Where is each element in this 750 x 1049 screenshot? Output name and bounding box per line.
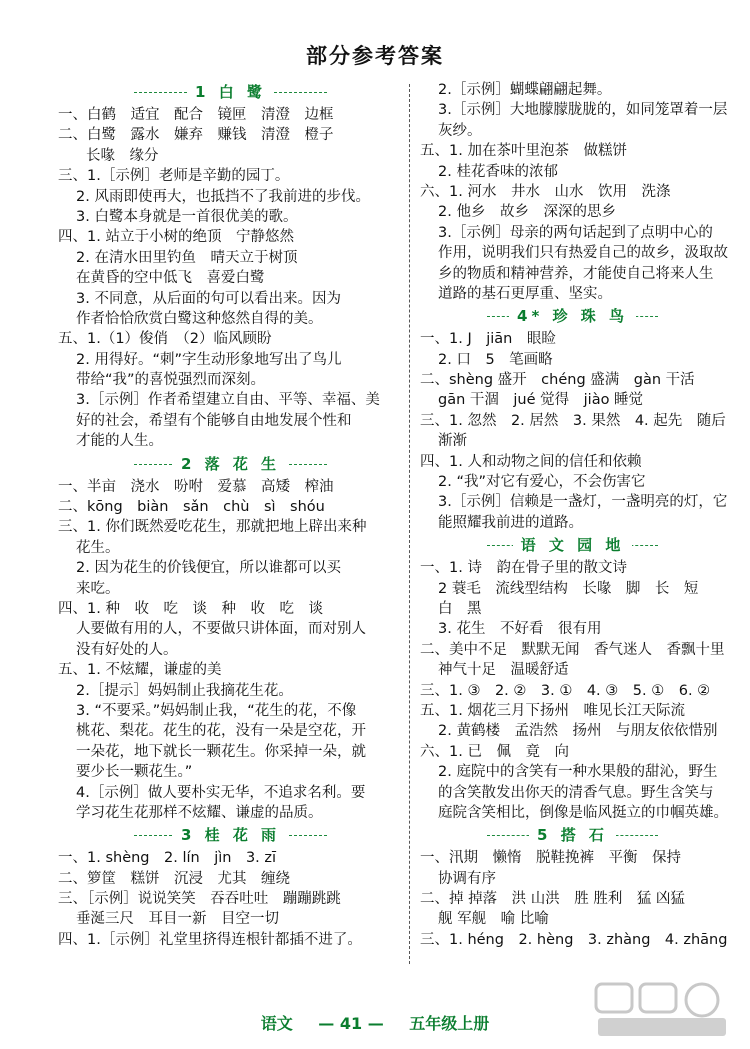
footer-page-number: — 41 — bbox=[318, 1014, 384, 1033]
answer-line: 二、箩筐 糕饼 沉浸 尤其 缠绕 bbox=[58, 870, 290, 887]
answer-line: 2. 桂花香味的浓郁 bbox=[438, 163, 558, 180]
footer-subject: 语文 bbox=[260, 1014, 293, 1033]
answer-line: 五、1. 烟花三月下扬州 唯见长江天际流 bbox=[420, 702, 685, 719]
right-column bbox=[420, 80, 728, 950]
answer-line: 三、1. 忽然 2. 居然 3. 果然 4. 起先 随后 bbox=[420, 412, 726, 429]
answer-line: 好的社会，希望有个能够自由地发展个性和 bbox=[76, 412, 352, 429]
answer-line: 垂涎三尺 耳目一新 目空一切 bbox=[76, 911, 279, 928]
answer-line: 没有好处的人。 bbox=[76, 641, 178, 658]
answer-line: 三、1. ③ 2. ② 3. ① 4. ③ 5. ① 6. ② bbox=[420, 682, 711, 699]
answer-line: 来吃。 bbox=[76, 580, 120, 597]
answer-line: 二、shèng 盛开 chéng 盛满 gàn 干活 bbox=[420, 372, 695, 389]
answer-line: 四、1. 人和动物之间的信任和依赖 bbox=[420, 453, 642, 470]
page-title: 部分参考答案 bbox=[306, 44, 444, 68]
answer-line: 五、1.（1）俊俏 （2）临风顾盼 bbox=[58, 331, 272, 348]
answer-line: 2.［提示］妈妈制止我摘花生花。 bbox=[76, 682, 293, 699]
answer-line: 桃花、梨花。花生的花，没有一朵是空花，开 bbox=[76, 723, 366, 740]
answer-line: 庭院含笑相比，倒像是临风挺立的巾帼英雄。 bbox=[438, 804, 728, 821]
answer-line: 3.［示例］作者希望建立自由、平等、幸福、美 bbox=[76, 392, 380, 409]
answer-line: 二、白鹭 露水 嫌弃 赚钱 清澄 橙子 bbox=[58, 127, 334, 144]
answer-line: 在黄昏的空中低飞 喜爱白鹭 bbox=[76, 270, 265, 287]
answer-line: 五、1. 不炫耀，谦虚的美 bbox=[58, 662, 222, 679]
section-heading bbox=[420, 824, 725, 846]
answer-line: 人要做有用的人，不要做只讲体面，而对别人 bbox=[76, 621, 366, 638]
answer-line: 作者恰恰欣赏白鹭这种悠然自得的美。 bbox=[76, 310, 323, 327]
answer-line: 三、［示例］说说笑笑 吞吞吐吐 蹦蹦跳跳 bbox=[58, 891, 341, 908]
answer-line: 4.［示例］做人要朴实无华，不追求名利。要 bbox=[76, 784, 366, 801]
column-divider bbox=[409, 84, 410, 964]
section-heading bbox=[420, 305, 725, 327]
answer-line: 三、1. héng 2. hèng 3. zhàng 4. zhāng bbox=[420, 931, 728, 948]
answer-line: 四、1. 种 收 吃 谈 种 收 吃 谈 bbox=[58, 600, 323, 617]
answer-line: 能照耀我前进的道路。 bbox=[438, 514, 583, 531]
answer-line: 2. 口 5 笔画略 bbox=[438, 351, 553, 368]
answer-line: 3.［示例］信赖是一盏灯，一盏明亮的灯，它 bbox=[438, 494, 728, 511]
answer-line: 二、美中不足 默默无闻 香气迷人 香飘十里 bbox=[420, 641, 725, 658]
watermark-logo-icon bbox=[592, 978, 732, 1040]
section-heading bbox=[58, 453, 403, 475]
answer-line: 3. “不要采。”妈妈制止我，“花生的花，不像 bbox=[76, 702, 357, 719]
answer-line: 花生。 bbox=[76, 539, 120, 556]
answer-line: 2. 黄鹤楼 孟浩然 扬州 与朋友依依惜别 bbox=[438, 723, 718, 740]
answer-line: 灰纱。 bbox=[438, 122, 482, 139]
answer-line: 一、1. 诗 韵在骨子里的散文诗 bbox=[420, 560, 627, 577]
answer-line: 2.［示例］蝴蝶翩翩起舞。 bbox=[438, 82, 612, 98]
answer-line: 六、1. 河水 井水 山水 饮用 洗涤 bbox=[420, 183, 671, 200]
answer-line: 三、1.［示例］老师是辛勤的园丁。 bbox=[58, 168, 290, 185]
answer-line: 白 黑 bbox=[438, 600, 482, 617]
answer-line: 作用，说明我们只有热爱自己的故乡，汲取故 bbox=[438, 245, 728, 262]
answer-line: 2. 因为花生的价钱便宜，所以谁都可以买 bbox=[76, 560, 341, 577]
section-heading-text: 2 落 花 生 bbox=[173, 455, 288, 473]
answer-line: 一、1. J jiān 眼睑 bbox=[420, 331, 556, 348]
answer-line: 2. 庭院中的含笑有一种水果般的甜沁，野生 bbox=[438, 764, 718, 781]
answer-line: 2. 在清水田里钓鱼 晴天立于树顶 bbox=[76, 249, 298, 266]
answer-line: 乡的物质和精神营养，才能使自己将来人生 bbox=[438, 265, 714, 282]
section-heading-text: 4* 珍 珠 鸟 bbox=[509, 307, 636, 325]
answer-line: 五、1. 加在茶叶里泡茶 做糕饼 bbox=[420, 143, 627, 160]
answer-line: 一、汛期 懒惰 脱鞋挽裤 平衡 保持 bbox=[420, 850, 681, 867]
answer-line: 带给“我”的喜悦强烈而深刻。 bbox=[76, 372, 266, 389]
section-heading-text: 1 白 鹭 bbox=[187, 83, 274, 101]
answer-line: 2. 他乡 故乡 深深的思乡 bbox=[438, 204, 616, 221]
answer-line: 2. 风雨即使再大，也抵挡不了我前进的步伐。 bbox=[76, 188, 370, 205]
answer-line: 四、1. 站立于小树的绝顶 宁静悠然 bbox=[58, 229, 294, 246]
answer-line: 舰 军舰 喻 比喻 bbox=[438, 911, 549, 928]
answer-line: 2. “我”对它有爱心，不会伤害它 bbox=[438, 474, 646, 491]
left-column bbox=[58, 80, 403, 950]
answer-line: 2. 用得好。“刺”字生动形象地写出了鸟儿 bbox=[76, 351, 342, 368]
answer-line: 要少长一颗花生。” bbox=[76, 764, 193, 781]
answer-line: 长喙 缘分 bbox=[86, 147, 159, 164]
footer-grade: 五年级上册 bbox=[409, 1014, 490, 1033]
answer-line: 渐渐 bbox=[438, 433, 467, 450]
answer-line: 才能的人生。 bbox=[76, 433, 163, 450]
answer-line: 神气十足 温暖舒适 bbox=[438, 662, 569, 679]
answer-line: 一、白鹤 适宜 配合 镜匣 清澄 边框 bbox=[58, 107, 334, 123]
answer-line: 3.［示例］大地朦朦胧胧的，如同笼罩着一层 bbox=[438, 102, 728, 119]
section-heading bbox=[58, 824, 403, 846]
section-heading-text: 5 搭 石 bbox=[529, 826, 616, 844]
answer-line: 一、1. shèng 2. lín jìn 3. zī bbox=[58, 850, 277, 867]
answer-line: 四、1.［示例］礼堂里挤得连根针都插不进了。 bbox=[58, 931, 362, 948]
answer-line: 3. 白鹭本身就是一首很优美的歌。 bbox=[76, 208, 298, 225]
answer-line: 学习花生花那样不炫耀、谦虚的品质。 bbox=[76, 804, 323, 821]
answer-line: 二、掉 掉落 洪 山洪 胜 胜利 猛 凶猛 bbox=[420, 891, 685, 908]
answer-line: 二、kōng biàn sǎn chù sì shóu bbox=[58, 499, 325, 516]
section-heading bbox=[58, 81, 403, 103]
answer-line: 的含笑散发出你天的清香气息。野生含笑与 bbox=[438, 784, 714, 801]
section-heading-text: 语 文 园 地 bbox=[513, 536, 633, 554]
answer-line: 一朵花，地下就长一颗花生。你采掉一朵，就 bbox=[76, 743, 366, 760]
answer-line: gān 干涸 jué 觉得 jiào 睡觉 bbox=[438, 392, 644, 409]
section-heading bbox=[420, 534, 725, 556]
answer-line: 3. 花生 不好看 很有用 bbox=[438, 621, 602, 638]
answer-line: 协调有序 bbox=[438, 870, 496, 887]
answer-line: 一、半亩 浇水 吩咐 爱慕 高矮 榨油 bbox=[58, 478, 334, 495]
answer-line: 3. 不同意，从后面的句可以看出来。因为 bbox=[76, 290, 341, 307]
answer-line: 三、1. 你们既然爱吃花生，那就把地上辟出来种 bbox=[58, 519, 367, 536]
answer-line: 3.［示例］母亲的两句话起到了点明中心的 bbox=[438, 224, 713, 241]
answer-line: 道路的基石更厚重、坚实。 bbox=[438, 285, 612, 302]
section-heading-text: 3 桂 花 雨 bbox=[173, 826, 288, 844]
answer-line: 六、1. 已 佩 竟 向 bbox=[420, 743, 569, 760]
answer-line: 2 蓑毛 流线型结构 长喙 脚 长 短 bbox=[438, 580, 699, 597]
